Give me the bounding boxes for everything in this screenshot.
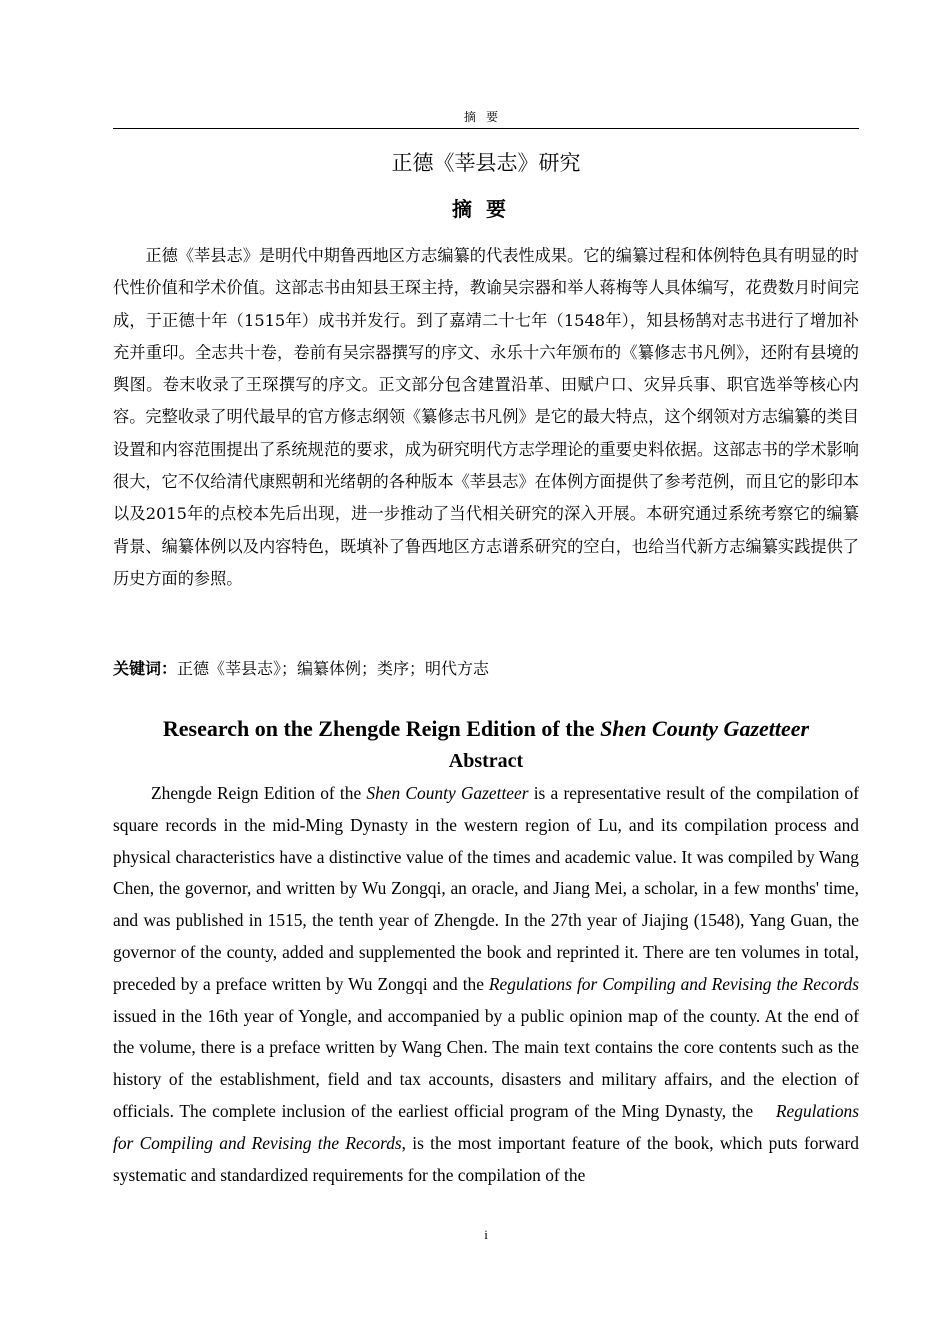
running-head: 摘要 xyxy=(463,110,508,124)
keywords-label: 关键词： xyxy=(113,659,178,678)
english-abstract-segment-italic: Regulations for Compiling and Revising the Records xyxy=(113,1100,859,1153)
english-abstract-segment-italic: Regulations for Compiling and Revising the Records xyxy=(488,973,859,994)
english-abstract-segment: , is the most important feature of the book, which puts forward systematic and standardized requirements for the compilation of the xyxy=(113,1132,859,1185)
english-abstract-segment: is a representative result of the compilation of square records in the mid-Ming Dynasty in the western region of Lu, and its compilation process and physical characteristics have a distinctive value of the times and academic value. It was compiled by Wang Chen, the governor, and written by Wu Zongqi, an oracle, and Jiang Mei, a scholar, in a few months' time, and was published in 1515, the tenth year of Zhengde. In the 27th year of Jiajing (1548), Yang Guan, the governor of the county, added and supplemented the book and reprinted it. There are ten volumes in total, preceded by a preface written by Wu Zongqi and the xyxy=(113,783,859,994)
english-title-italic: Shen County Gazetteer xyxy=(600,716,810,741)
keywords-line xyxy=(113,655,859,683)
english-abstract-heading: Abstract xyxy=(448,750,524,772)
chinese-title: 正德《莘县志》研究 xyxy=(391,151,581,175)
page-number: i xyxy=(484,1227,488,1242)
english-abstract-body xyxy=(113,778,859,1191)
chinese-abstract-heading: 摘要 xyxy=(452,197,520,221)
chinese-abstract-body: 正德《莘县志》是明代中期鲁西地区方志编纂的代表性成果。它的编纂过程和体例特色具有明显的时代性价值和学术价值。这部志书由知县王琛主持，教谕吴宗器和举人蒋梅等人具体编写，花费数月时间完成，于正德十年（1515年）成书并发行。到了嘉靖二十七年（1548年），知县杨鹄对志书进行了增加补充并重印。全志共十卷，卷前有吴宗器撰写的序文、永乐十六年颁布的《纂修志书凡例》，还附有县境的舆图。卷末收录了王琛撰写的序文。正文部分包含建置沿革、田赋户口、灾异兵事、职官选举等核心内容。完整收录了明代最早的官方修志纲领《纂修志书凡例》是它的最大特点，这个纲领对方志编纂的类目设置和内容范围提出了系统规范的要求，成为研究明代方志学理论的重要史料依据。这部志书的学术影响很大，它不仅给清代康熙朝和光绪朝的各种版本《莘县志》在体例方面提供了参考范例，而且它的影印本以及2015年的点校本先后出现，进一步推动了当代相关研究的深入开展。本研究通过系统考察它的编纂背景、编纂体例以及内容特色，既填补了鲁西地区方志谱系研究的空白，也给当代新方志编纂实践提供了历史方面的参照。 xyxy=(113,246,859,588)
english-abstract-segment: Zhengde Reign Edition of the xyxy=(151,783,367,803)
keywords-value: 正德《莘县志》；编纂体例；类序；明代方志 xyxy=(177,659,490,678)
english-abstract-segment-italic: Shen County Gazetteer xyxy=(366,783,529,803)
english-abstract-segment: issued in the 16th year of Yongle, and accompanied by a public opinion map of the county. At the end of the volume, there is a preface written by Wang Chen. The main text contains the core contents such as the history of the establishment, field and tax accounts, disasters and military affairs, and the election of officials. The complete inclusion of the earliest official program of the Ming Dynasty, the xyxy=(113,1005,859,1121)
header-rule xyxy=(113,128,859,129)
english-title-prefix: Research on the Zhengde Reign Edition of the xyxy=(162,716,601,741)
english-title xyxy=(113,713,859,745)
